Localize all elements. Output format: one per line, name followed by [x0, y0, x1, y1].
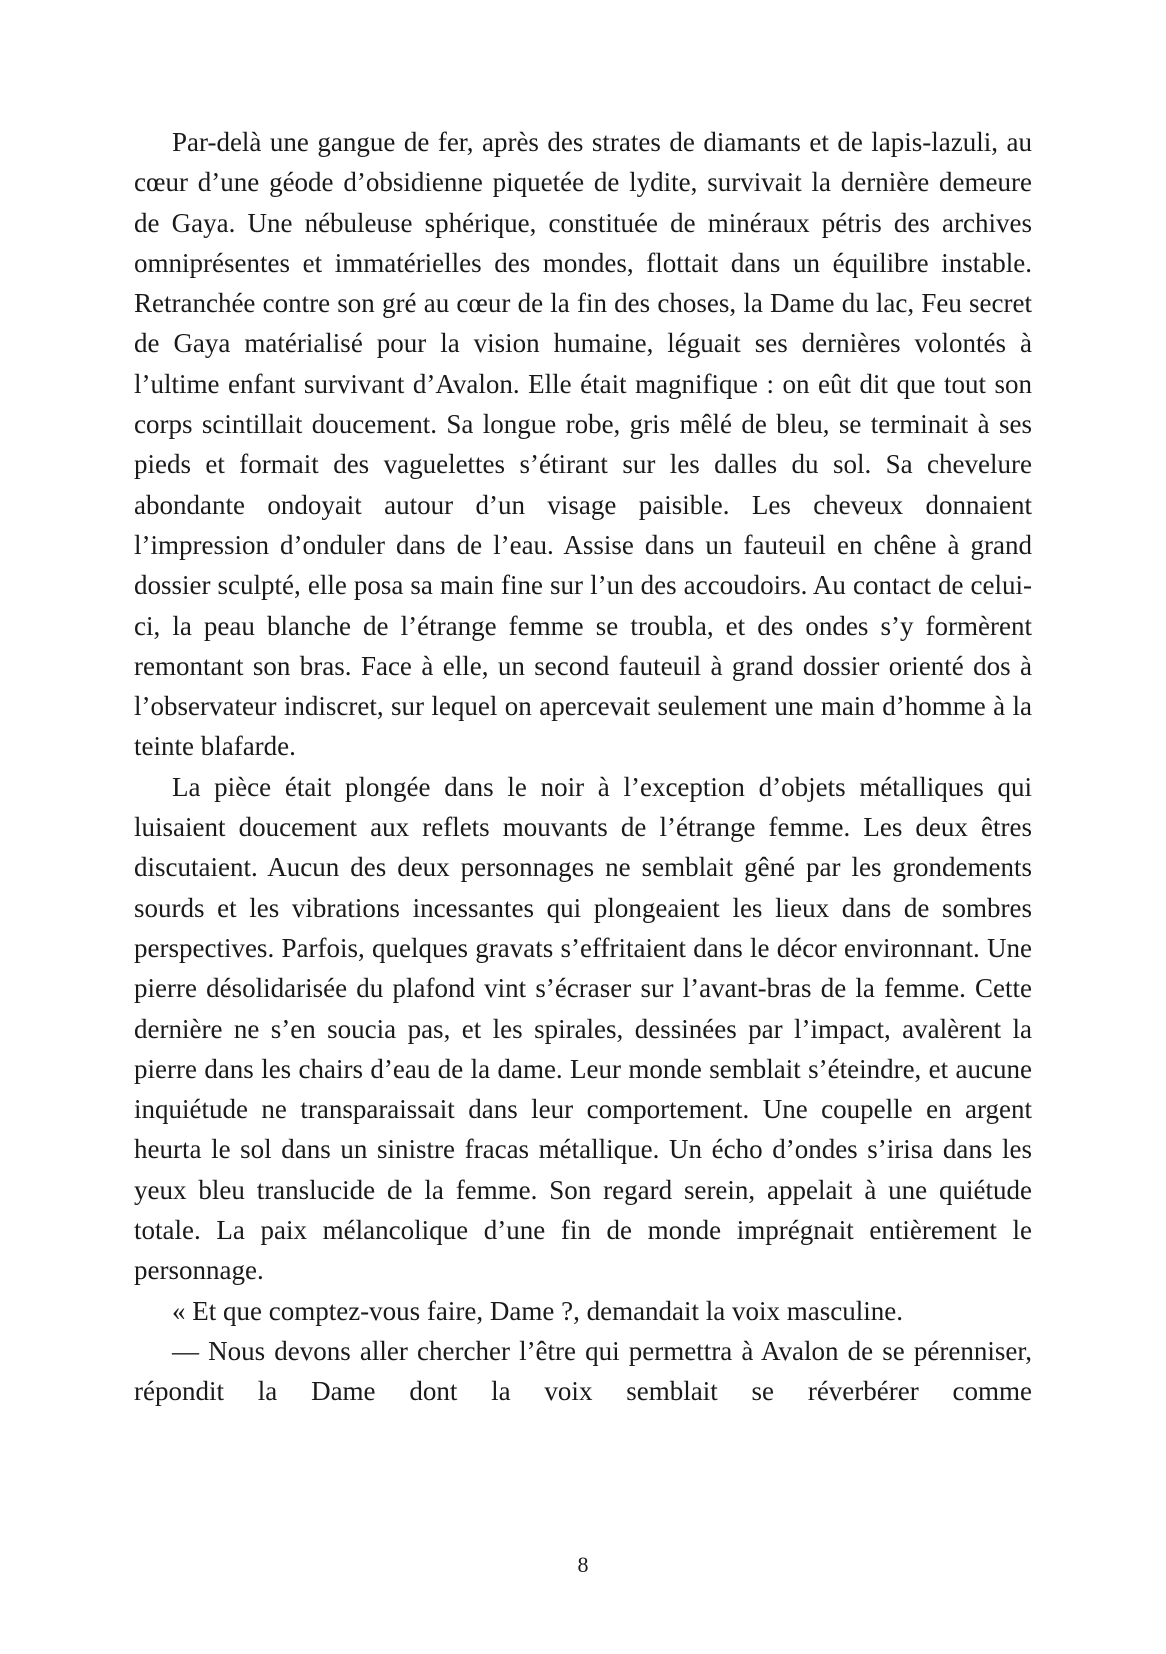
paragraph-gaya-dwelling: Par-delà une gangue de fer, après des strates de diamants et de lapis-lazuli, au cœur d’une géode d’obsidienne piquetée de lydite, survivait la dernière demeure de Gaya. Une nébuleuse sphérique, constituée de minéraux pétris des archives omniprésentes et immatérielles des mondes, flottait dans un équilibre instable. Retranchée contre son gré au cœur de la fin des choses, la Dame du lac, Feu secret de Gaya matérialisé pour la vision humaine, léguait ses dernières volontés à l’ultime enfant survivant d’Avalon. Elle était magnifique : on eût dit que tout son corps scintillait doucement. Sa longue robe, gris mêlé de bleu, se terminait à ses pieds et formait des vaguelettes s’étirant sur les dalles du sol. Sa chevelure abondante ondoyait autour d’un visage paisible. Les cheveux donnaient l’impression d’onduler dans de l’eau. Assise dans un fauteuil en chêne à grand dossier sculpté, elle posa sa main fine sur l’un des accoudoirs. Au contact de celui-ci, la peau blanche de l’étrange femme se troubla, et des ondes s’y formèrent remontant son bras. Face à elle, un second fauteuil à grand dossier orienté dos à l’observateur indiscret, sur lequel on apercevait seulement une main d’homme à la teinte blafarde.	[134, 127, 1032, 762]
dialogue-lady-reply: — Nous devons aller chercher l’être qui permettra à Avalon de se pérenniser, répondit la Dame dont la voix semblait se réverbérer comme	[134, 1335, 1032, 1407]
dialogue-male-voice: « Et que comptez-vous faire, Dame ?, demandait la voix masculine.	[172, 1295, 903, 1326]
page-number: 8	[577, 1552, 589, 1577]
body-text	[134, 122, 1032, 1412]
paragraph-dark-room: La pièce était plongée dans le noir à l’exception d’objets métalliques qui luisaient doucement aux reflets mouvants de l’étrange femme. Les deux êtres discutaient. Aucun des deux personnages ne semblait gêné par les grondements sourds et les vibrations incessantes qui plongeaient les lieux dans de sombres perspectives. Parfois, quelques gravats s’effritaient dans le décor environnant. Une pierre désolidarisée du plafond vint s’écraser sur l’avant-bras de la femme. Cette dernière ne s’en soucia pas, et les spirales, dessinées par l’impact, avalèrent la pierre dans les chairs d’eau de la dame. Leur monde semblait s’éteindre, et aucune inquiétude ne transparaissait dans leur comportement. Une coupelle en argent heurta le sol dans un sinistre fracas métallique. Un écho d’ondes s’irisa dans les yeux bleu translucide de la femme. Son regard serein, appelait à une quiétude totale. La paix mélancolique d’une fin de monde imprégnait entièrement le personnage.	[134, 771, 1032, 1286]
